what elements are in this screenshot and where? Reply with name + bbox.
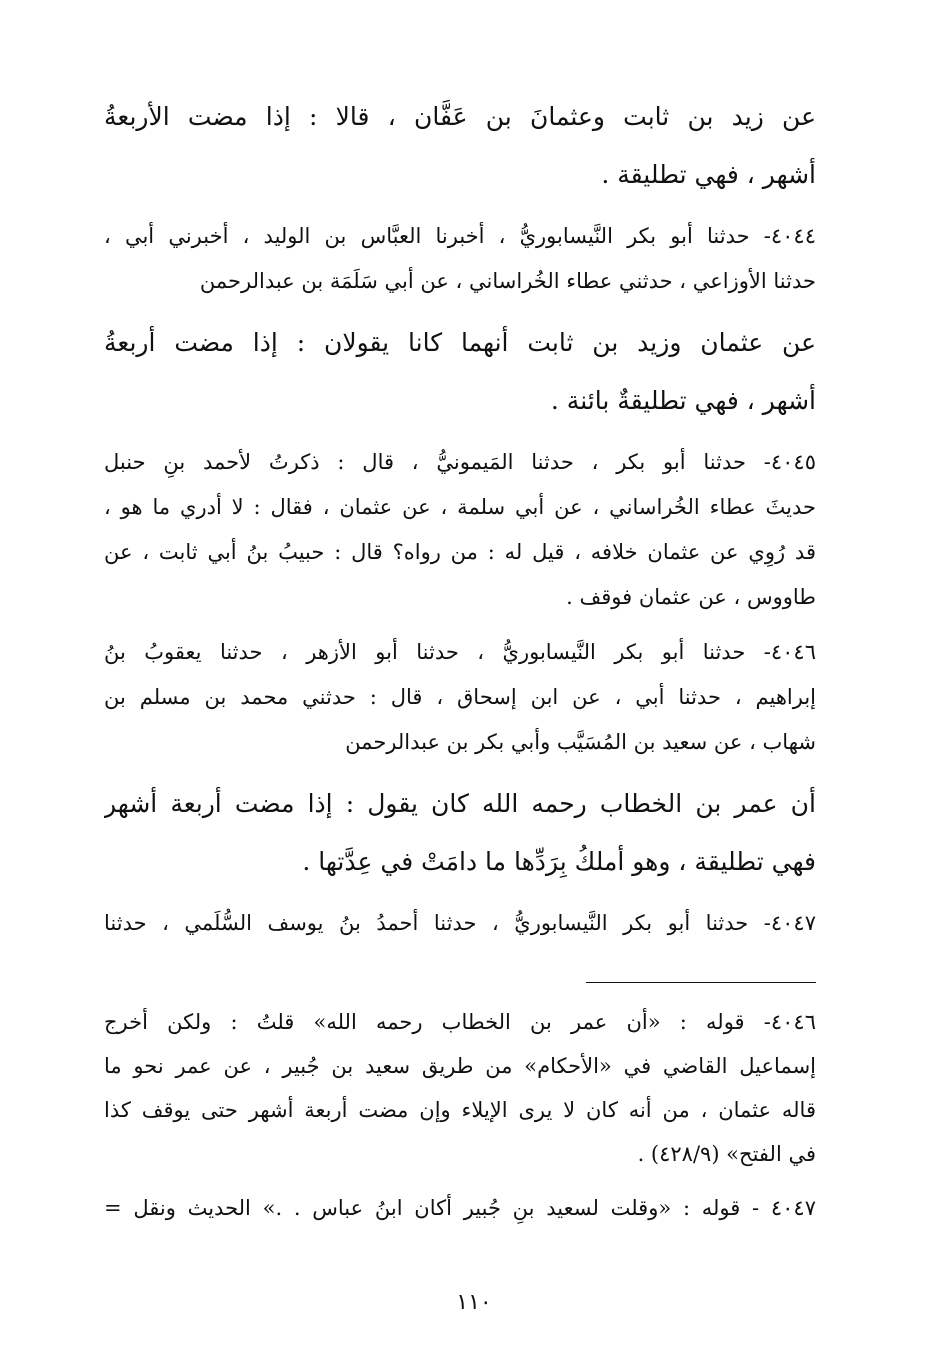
text-line: طاووس ، عن عثمان فوقف . bbox=[566, 585, 816, 609]
text-line: أن عمر بن الخطاب رحمه الله كان يقول : إذا مضت أربعة أشهر bbox=[104, 789, 816, 818]
text-line: ٤٠٤٦- حدثنا أبو بكر النَّيسابوريُّ ، حدثنا أبو الأزهر ، حدثنا يعقوبُ بنُ bbox=[104, 640, 816, 664]
main-text bbox=[104, 88, 816, 956]
footnote-4046 bbox=[104, 1000, 816, 1176]
text-line: فهي تطليقة ، وهو أملكُ بِرَدِّها ما دامَتْ في عِدَّتها . bbox=[302, 847, 816, 876]
text-line: حدثنا الأوزاعي ، حدثني عطاء الخُراساني ، عن أبي سَلَمَة بن عبدالرحمن bbox=[199, 269, 816, 293]
footnotes bbox=[104, 1000, 816, 1240]
text-line: إبراهيم ، حدثنا أبي ، عن ابن إسحاق ، قال : حدثني محمد بن مسلم بن bbox=[104, 685, 816, 709]
page-number: ١١٠ bbox=[456, 1290, 492, 1315]
text-line: إسماعيل القاضي في «الأحكام» من طريق سعيد بن جُبير ، عن عمر نحو ما bbox=[104, 1054, 816, 1078]
text-line: في الفتح» (٤٢٨/٩) . bbox=[637, 1142, 816, 1166]
text-line: قد رُوِي عن عثمان خلافه ، قيل له : من رواه؟ قال : حبيبُ بنُ أبي ثابت ، عن bbox=[104, 540, 816, 564]
text-line: ٤٠٤٤- حدثنا أبو بكر النَّيسابوريُّ ، أخبرنا العبَّاس بن الوليد ، أخبرني أبي ، bbox=[104, 224, 816, 248]
paragraph-matn-1 bbox=[104, 88, 816, 204]
paragraph-matn-2 bbox=[104, 314, 816, 430]
footnote-4047 bbox=[104, 1186, 816, 1230]
text-line: أشهر ، فهي تطليقةٌ بائنة . bbox=[550, 386, 816, 415]
paragraph-matn-3 bbox=[104, 775, 816, 891]
text-line: شهاب ، عن سعيد بن المُسَيَّب وأبي بكر بن عبدالرحمن bbox=[345, 730, 816, 754]
text-line: حديثَ عطاء الخُراساني ، عن أبي سلمة ، عن عثمان ، فقال : لا أدري ما هو ، bbox=[104, 495, 816, 519]
paragraph-hadith-4045 bbox=[104, 440, 816, 620]
text-line: عن عثمان وزيد بن ثابت أنهما كانا يقولان : إذا مضت أربعةُ bbox=[104, 328, 816, 357]
text-line: قاله عثمان ، من أنه كان لا يرى الإيلاء وإن مضت أربعة أشهر حتى يوقف كذا bbox=[104, 1098, 816, 1122]
text-line: ٤٠٤٧ - قوله : «وقلت لسعيد بنِ جُبير أكان ابنُ عباس . .» الحديث ونقل = bbox=[104, 1196, 816, 1220]
paragraph-hadith-4047 bbox=[104, 901, 816, 946]
text-line: عن زيد بن ثابت وعثمانَ بن عَفَّان ، قالا : إذا مضت الأربعةُ bbox=[104, 102, 816, 131]
paragraph-hadith-4044 bbox=[104, 214, 816, 304]
text-line: ٤٠٤٦- قوله : «أن عمر بن الخطاب رحمه الله» قلتُ : ولكن أخرج bbox=[104, 1010, 816, 1034]
text-line: أشهر ، فهي تطليقة . bbox=[601, 160, 816, 189]
text-line: ٤٠٤٧- حدثنا أبو بكر النَّيسابوريُّ ، حدثنا أحمدُ بنُ يوسف السُّلَمي ، حدثنا bbox=[104, 911, 816, 935]
paragraph-hadith-4046 bbox=[104, 630, 816, 765]
footnote-separator bbox=[586, 982, 816, 983]
text-line: ٤٠٤٥- حدثنا أبو بكر ، حدثنا المَيمونيُّ ، قال : ذكرتُ لأحمد بنِ حنبل bbox=[104, 450, 816, 474]
